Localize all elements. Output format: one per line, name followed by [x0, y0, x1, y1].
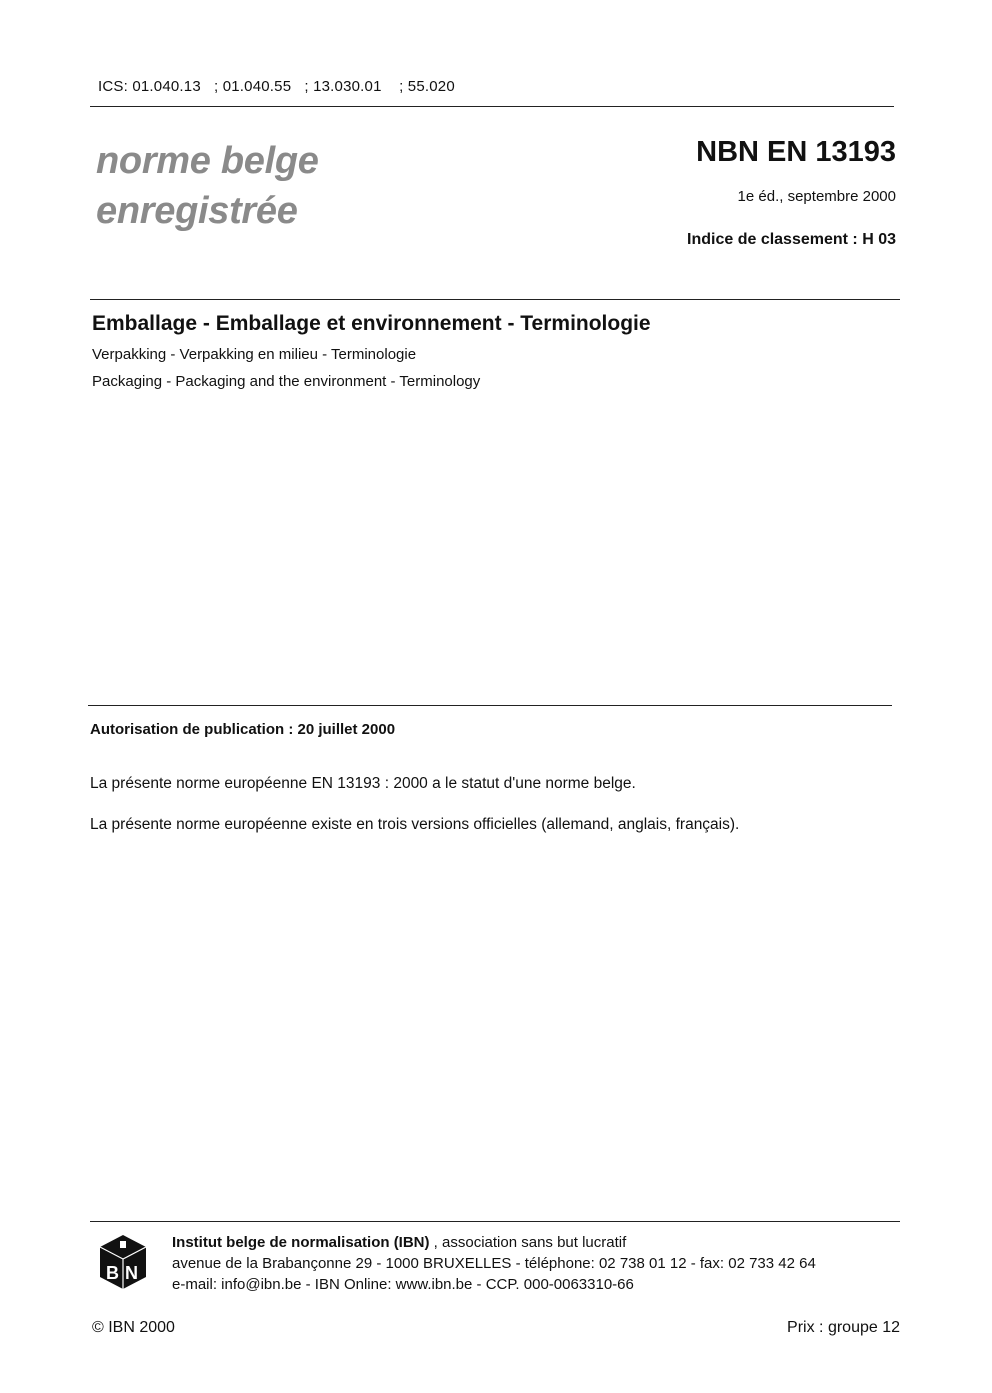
institute-contact: e-mail: info@ibn.be - IBN Online: www.ibn.be - CCP. 000-0063310-66 — [172, 1276, 634, 1293]
logo-letter-n: N — [125, 1263, 138, 1283]
copyright: © IBN 2000 — [92, 1319, 175, 1336]
ics-codes: ICS: 01.040.13 ; 01.040.55 ; 13.030.01 ; 55.020 — [98, 78, 455, 95]
edition-info: 1e éd., septembre 2000 — [737, 188, 896, 205]
institute-name-suffix: , association sans but lucratif — [429, 1234, 627, 1251]
norme-label — [96, 136, 319, 236]
price-group: Prix : groupe 12 — [787, 1319, 900, 1336]
title-dutch: Verpakking - Verpakking en milieu - Terminologie — [92, 346, 417, 363]
ibn-logo-icon — [98, 1233, 148, 1291]
publication-divider — [88, 705, 892, 706]
institute-info — [172, 1232, 816, 1295]
logo-letter-i — [120, 1241, 126, 1248]
institute-name: Institut belge de normalisation (IBN) — [172, 1234, 430, 1251]
institute-name-line — [172, 1232, 816, 1253]
classification-index: Indice de classement : H 03 — [687, 231, 896, 248]
title-french: Emballage - Emballage et environnement - Terminologie — [92, 312, 651, 335]
ibn-logo-cube — [98, 1233, 148, 1291]
versions-statement: La présente norme européenne existe en trois versions officielles (allemand, anglais, français). — [90, 816, 740, 833]
logo-letter-b: B — [106, 1263, 119, 1283]
header-divider — [90, 106, 894, 107]
title-english: Packaging - Packaging and the environment - Terminology — [92, 373, 481, 390]
status-statement: La présente norme européenne EN 13193 : 2000 a le statut d'une norme belge. — [90, 775, 636, 792]
publication-authorization: Autorisation de publication : 20 juillet 2000 — [90, 721, 396, 738]
institute-address: avenue de la Brabançonne 29 - 1000 BRUXELLES - téléphone: 02 738 01 12 - fax: 02 733 42 64 — [172, 1255, 816, 1272]
footer-divider — [90, 1221, 900, 1222]
title-divider — [90, 299, 900, 300]
norme-label-line2: enregistrée — [96, 190, 298, 232]
norme-label-line1: norme belge — [96, 140, 319, 182]
standard-number: NBN EN 13193 — [696, 136, 896, 168]
